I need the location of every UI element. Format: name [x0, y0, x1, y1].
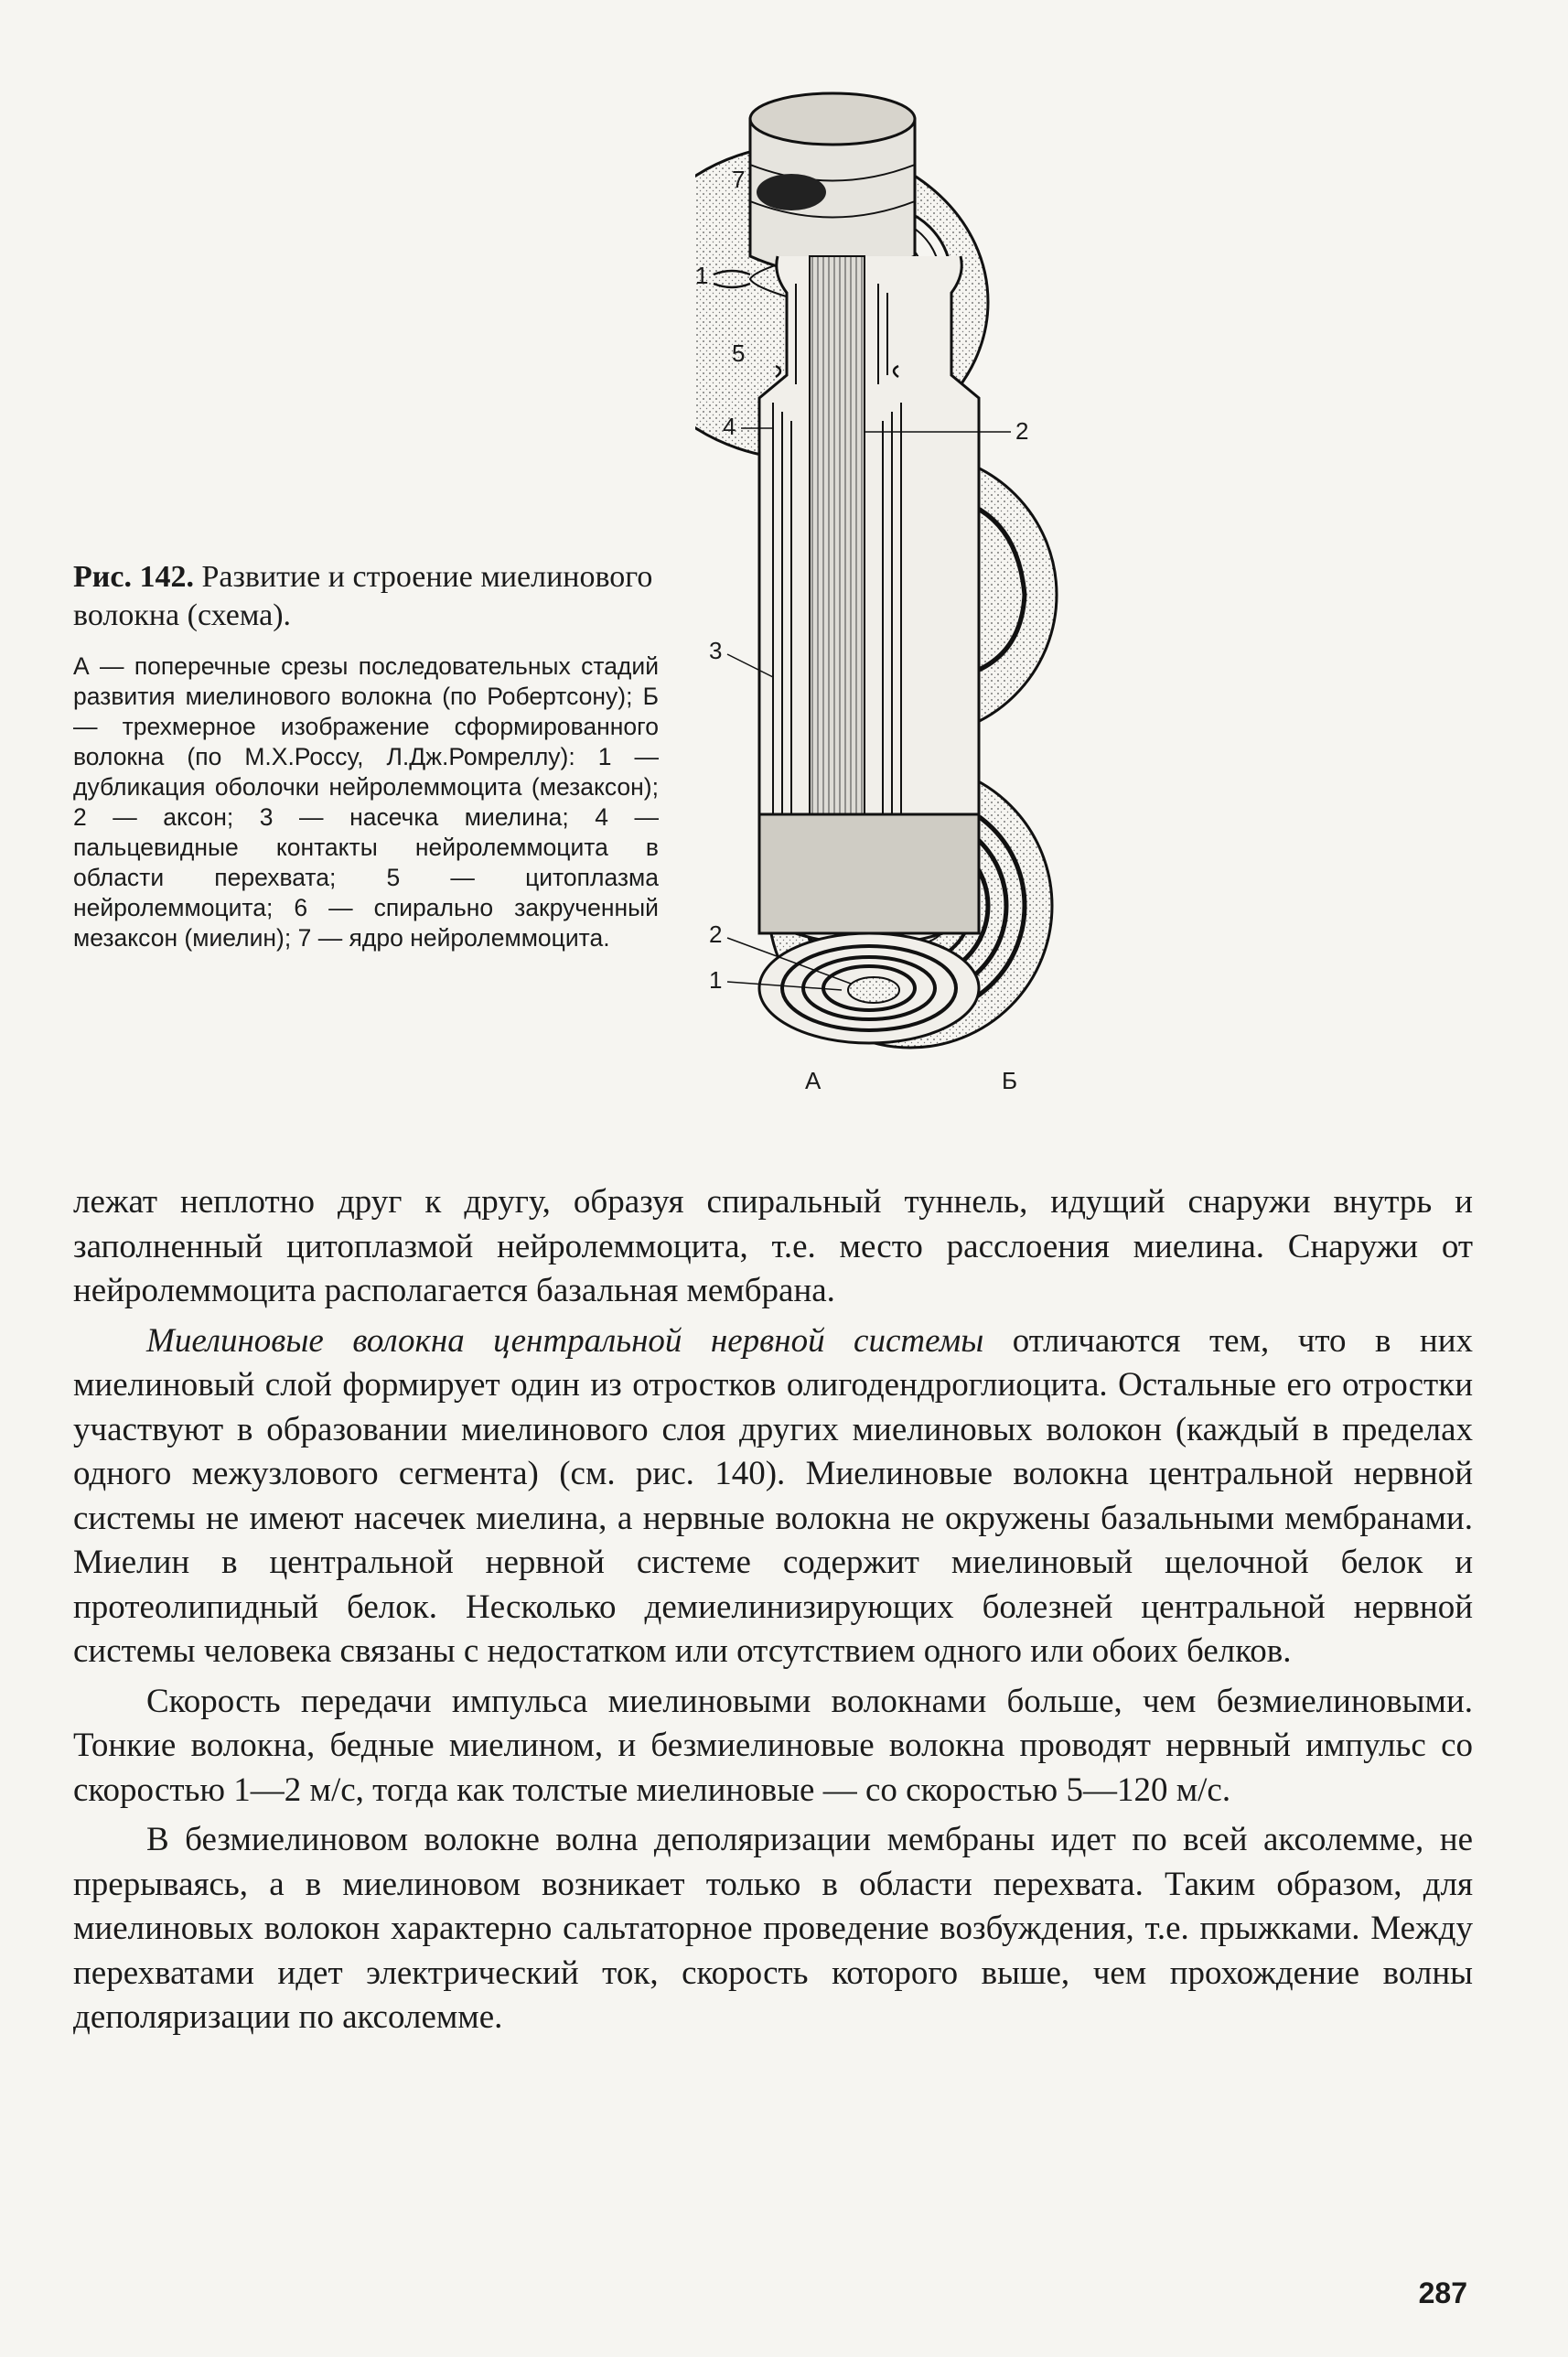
label-f3: 3 [709, 637, 723, 664]
caption-title [73, 558, 659, 635]
label-f4: 4 [723, 413, 736, 440]
caption-label: Рис. 142. [73, 560, 194, 594]
page-number: 287 [1418, 2276, 1467, 2309]
body-text [73, 1180, 1473, 2040]
caption-body: А — поперечные срезы последовательных стадий развития миелинового волокна (по Робертсону); Б — трехмерное изображение сформированного волокна (по М.Х.Россу, Л.Дж.Ромреллу): 1 — дубликация оболочки нейролеммоцита (мезаксон); 2 — аксон; 3 — насечка миелина; 4 — пальцевидные контакты нейролеммоцита в области перехвата; 5 — цитоплазма нейролеммоцита; 6 — спирально закрученный мезаксон (миелин); 7 — ядро нейролеммоцита. [73, 652, 659, 952]
figure-caption [73, 558, 659, 953]
paragraph-1: лежат неплотно друг к другу, образуя спиральный туннель, идущий снаружи внутрь и заполненный цитоплазмой нейролеммоцита, т.е. место расслоения миелина. Снаружи от нейролеммоцита располагается базальная мембрана. [73, 1183, 1473, 1309]
label-f1: 1 [709, 966, 723, 994]
label-panel-a: А [805, 1067, 822, 1094]
paragraph-4: В безмиелиновом волокне волна деполяризации мембраны идет по всей аксолемме, не прерываясь, а в миелиновом возникает только в области перехвата. Таким образом, для миелиновых волокон характерно сальтаторное проведение возбуждения, т.е. прыжками. Между перехватами идет электрический ток, скорость которого выше, чем прохождение волны деполяризации по аксолемме. [73, 1821, 1473, 2036]
label-panel-b: Б [1002, 1067, 1018, 1094]
paragraph-2-italic: Миелиновые волокна центральной нервной системы [146, 1321, 984, 1360]
label-f7: 7 [732, 166, 746, 193]
label-f2b: 2 [709, 920, 723, 948]
myelin-fiber-figure [695, 64, 1500, 1135]
paragraph-2-rest: отличаются тем, что в них миелиновый слой формирует один из отростков олигодендроглиоцита. Остальные его отростки участвуют в образовании миелинового слоя других миелиновых волокон (каждый в пределах одного межузлового сегмента) (см. рис. 140). Миелиновые волокна центральной нервной системы не имеют насечек миелина, а нервные волокна не окружены базальными мембранами. Миелин в центральной нервной системе содержит миелиновый щелочной белок и протеолипидный белок. Несколько демиелинизирующих болезней центральной нервной системы человека связаны с недостатком или отсутствием одного или обоих белков. [73, 1321, 1474, 1670]
label-a1: 1 [695, 262, 709, 289]
label-f5: 5 [732, 339, 746, 367]
paragraph-2 [73, 1319, 1473, 1674]
caption-title-text: Развитие и строение миелинового волокна (схема). [73, 560, 653, 632]
paragraph-3: Скорость передачи импульса миелиновыми волокнами больше, чем безмиелиновыми. Тонкие волокна, бедные миелином, и безмиелиновые волокна проводят нервный импульс со скоростью 1—2 м/с, тогда как толстые миелиновые — со скоростью 5—120 м/с. [73, 1682, 1473, 1809]
label-f2: 2 [1015, 417, 1029, 445]
